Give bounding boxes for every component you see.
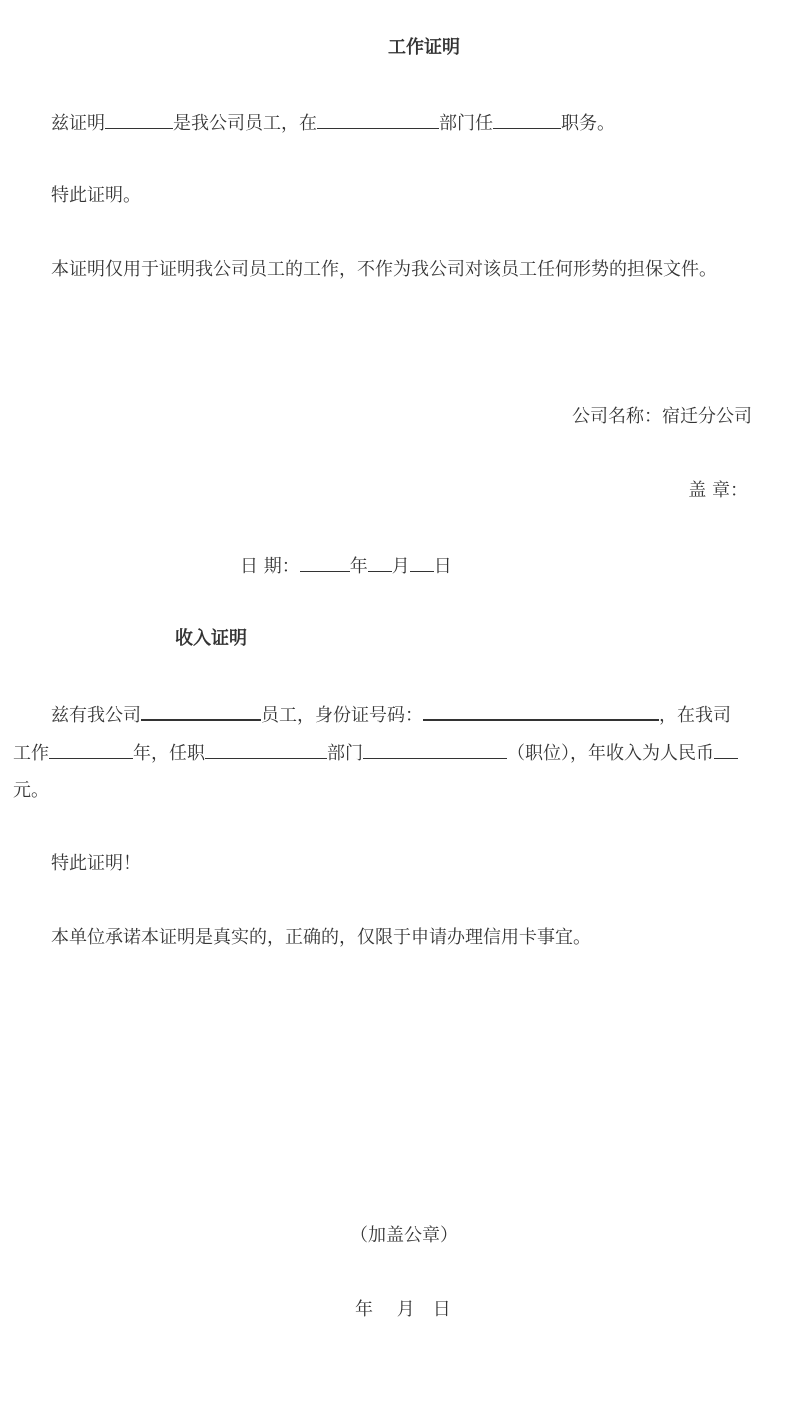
blank-name	[105, 110, 173, 129]
blank-id-number	[423, 701, 659, 721]
text: 职务。	[561, 113, 615, 134]
text: 部门任	[439, 113, 493, 134]
work-cert-paragraph-3: 本证明仅用于证明我公司员工的工作，不作为我公司对该员工任何形势的担保文件。	[51, 259, 717, 280]
text: 工作	[13, 743, 49, 764]
month-label: 月	[391, 556, 410, 577]
text: ，在我司	[659, 705, 731, 726]
blank-company	[141, 701, 261, 721]
income-cert-line-3: 元。	[13, 780, 49, 801]
blank-years-worked	[49, 740, 133, 759]
income-cert-paragraph-3: 本单位承诺本证明是真实的，正确的，仅限于申请办理信用卡事宜。	[51, 927, 591, 948]
income-cert-paragraph-2: 特此证明！	[51, 853, 141, 874]
text: 是我公司员工，在	[173, 113, 317, 134]
year-label: 年	[349, 556, 368, 577]
day-label: 日	[433, 556, 452, 577]
text: 兹有我公司	[51, 705, 141, 726]
text: 兹证明	[51, 113, 105, 134]
work-cert-paragraph-2: 特此证明。	[51, 185, 141, 206]
income-cert-title: 收入证明	[175, 628, 247, 649]
income-cert-date: 年 月 日	[355, 1299, 451, 1320]
income-cert-line-2	[13, 740, 738, 766]
blank-department	[205, 740, 327, 759]
date-label: 日 期：	[240, 556, 300, 577]
blank-income	[714, 740, 738, 759]
text: 员工，身份证号码：	[261, 705, 423, 726]
blank-year	[300, 553, 350, 572]
income-cert-line-1	[51, 701, 731, 728]
blank-dept-1	[317, 110, 383, 129]
income-cert-seal: （加盖公章）	[350, 1225, 458, 1246]
text: 部门	[327, 743, 363, 764]
work-cert-paragraph-1	[51, 110, 615, 136]
blank-dept-2	[383, 110, 439, 129]
work-cert-seal: 盖 章：	[688, 480, 748, 501]
blank-position	[363, 740, 507, 759]
text: 年，任职	[133, 743, 205, 764]
company-name: 公司名称：宿迁分公司	[572, 406, 752, 427]
blank-day	[410, 553, 434, 572]
work-cert-title: 工作证明	[388, 37, 460, 58]
work-cert-date	[240, 553, 452, 579]
blank-position	[493, 110, 561, 129]
blank-month	[368, 553, 392, 572]
text: （职位），年收入为人民币	[507, 743, 714, 764]
